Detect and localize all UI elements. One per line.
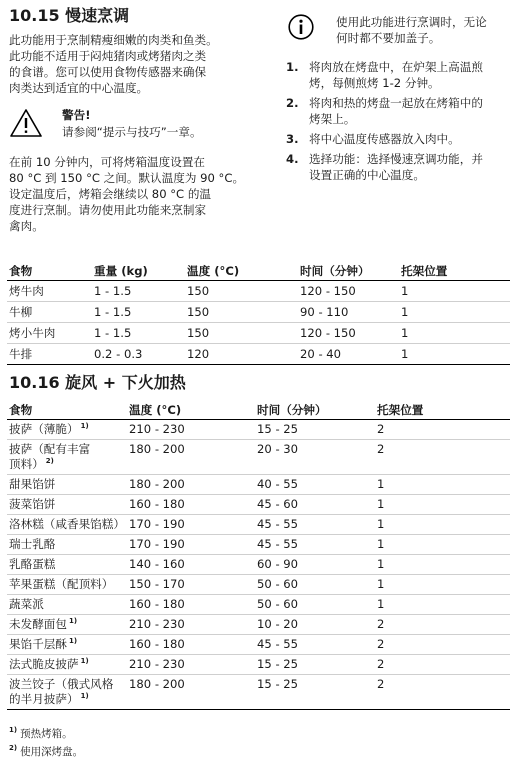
food-cell [7,495,127,515]
temperature-cell: 180 - 200 [127,440,255,475]
temperature-cell: 170 - 190 [127,515,255,535]
column-header-weight: 重量 (kg) [92,261,185,281]
section-title-fan-bottom-heat: 10.16 旋风 + 下火加热 [9,373,186,392]
time-cell: 15 - 25 [255,675,375,710]
step-text: 将肉放在烤盘中，在炉架上高温煎 烤，每侧煎烤 1-2 分钟。 [309,60,483,90]
food-cell [7,535,127,555]
time-cell: 45 - 55 [255,535,375,555]
shelf-level-cell: 1 [375,555,510,575]
shelf-level-cell: 1 [375,595,510,615]
time-cell: 50 - 60 [255,595,375,615]
footnote-reference: 1) [80,692,89,700]
info-icon [288,14,314,40]
food-name: 波兰饺子（俄式风格 的半月披萨） [9,677,114,706]
food-cell [7,475,127,495]
step-4 [286,151,516,183]
temperature-cell: 210 - 230 [127,655,255,675]
temperature-note: 在前 10 分钟内，可将烤箱温度设置在 80 °C 到 150 °C 之间。默认温度为 90 °C。 设定温度后，烤箱会继续以 80 °C 的温 度进行烹制。请勿使用此功能来烹制家 禽肉。 [9,155,245,233]
food-name: 甜果馅饼 [9,477,56,491]
temperature-cell: 210 - 230 [127,615,255,635]
column-header-time: 时间（分钟） [255,400,375,420]
step-text: 将肉和热的烤盘一起放在烤箱中的 烤架上。 [309,96,483,126]
table-row [7,595,510,615]
time-cell: 20 - 30 [255,440,375,475]
table-header-row [7,261,510,281]
time-cell: 120 - 150 [298,323,399,344]
footnote-reference: 1) [68,637,78,645]
food-cell [7,440,127,475]
time-cell: 120 - 150 [298,281,399,302]
time-cell: 60 - 90 [255,555,375,575]
temperature-cell: 150 [185,281,298,302]
food-cell: 烤小牛肉 [7,323,92,344]
time-cell: 15 - 25 [255,655,375,675]
food-name: 未发酵面包 [9,617,67,631]
footnote-reference: 1) [80,657,89,665]
column-header-shelf-level: 托架位置 [399,261,510,281]
food-cell [7,555,127,575]
weight-cell: 1 - 1.5 [92,323,185,344]
column-header-temperature: 温度 (°C) [127,400,255,420]
shelf-level-cell: 1 [375,475,510,495]
footnote-reference: 1) [80,422,89,430]
time-cell: 45 - 55 [255,515,375,535]
table-row [7,323,510,344]
food-name: 披萨（薄脆） [9,422,79,436]
temperature-cell: 160 - 180 [127,635,255,655]
shelf-level-cell: 1 [375,495,510,515]
food-name: 瑞士乳酪 [9,537,56,551]
table-row [7,344,510,365]
weight-cell: 0.2 - 0.3 [92,344,185,365]
food-cell: 牛柳 [7,302,92,323]
time-cell: 50 - 60 [255,575,375,595]
table-row [7,515,510,535]
footnote-reference: 2) [45,457,54,465]
food-cell [7,675,127,710]
time-cell: 15 - 25 [255,420,375,440]
footnote-mark: 1) [9,726,18,734]
food-cell [7,575,127,595]
temperature-cell: 210 - 230 [127,420,255,440]
weight-cell: 1 - 1.5 [92,281,185,302]
weight-cell: 1 - 1.5 [92,302,185,323]
step-1 [286,59,516,91]
shelf-level-cell: 1 [399,323,510,344]
footnote-mark: 2) [9,744,18,752]
time-cell: 40 - 55 [255,475,375,495]
table-row [7,495,510,515]
shelf-level-cell: 1 [375,515,510,535]
shelf-level-cell: 1 [399,281,510,302]
food-name: 法式脆皮披萨 [9,657,79,671]
warning-title: 警告! [62,108,91,122]
slow-cooking-table [7,261,510,365]
column-header-food: 食物 [7,261,92,281]
food-name: 蔬菜派 [9,597,44,611]
time-cell: 90 - 110 [298,302,399,323]
time-cell: 20 - 40 [298,344,399,365]
column-header-food: 食物 [7,400,127,420]
warning-icon [9,108,43,138]
temperature-cell: 150 [185,323,298,344]
info-note: 使用此功能进行烹调时，无论 何时都不要加盖子。 [336,15,487,45]
table-row [7,615,510,635]
table-row [7,575,510,595]
temperature-cell: 180 - 200 [127,475,255,495]
step-number: 3. [286,132,299,146]
food-cell: 牛排 [7,344,92,365]
shelf-level-cell: 2 [375,675,510,710]
shelf-level-cell: 2 [375,440,510,475]
step-number: 1. [286,60,299,74]
footnote-1 [9,727,73,741]
column-header-shelf-level: 托架位置 [375,400,510,420]
food-name: 洛林糕（咸香果馅糕） [9,517,125,531]
footnote-reference: 1) [68,617,78,625]
time-cell: 45 - 60 [255,495,375,515]
temperature-cell: 180 - 200 [127,675,255,710]
table-row [7,635,510,655]
footnote-text: 预热烤箱。 [20,728,73,740]
time-cell: 45 - 55 [255,635,375,655]
food-name: 菠菜馅饼 [9,497,56,511]
temperature-cell: 120 [185,344,298,365]
column-header-temperature: 温度 (°C) [185,261,298,281]
food-cell [7,515,127,535]
food-cell [7,420,127,440]
table-header-row [7,400,510,420]
step-number: 2. [286,96,299,110]
fan-bottom-heat-table [7,400,510,710]
table-row [7,281,510,302]
table-row [7,675,510,710]
table-row [7,420,510,440]
column-header-time: 时间（分钟） [298,261,399,281]
table-row [7,302,510,323]
shelf-level-cell: 1 [399,344,510,365]
step-text: 选择功能：选择慢速烹调功能，并 设置正确的中心温度。 [309,152,483,182]
temperature-cell: 150 - 170 [127,575,255,595]
step-2 [286,95,516,127]
food-name: 果馅千层酥 [9,637,67,651]
shelf-level-cell: 2 [375,655,510,675]
footnote-text: 使用深烤盘。 [20,746,84,758]
step-text: 将中心温度传感器放入肉中。 [309,132,460,146]
footnote-2 [9,745,83,759]
time-cell: 10 - 20 [255,615,375,635]
table-row [7,475,510,495]
shelf-level-cell: 2 [375,615,510,635]
shelf-level-cell: 2 [375,635,510,655]
temperature-cell: 160 - 180 [127,495,255,515]
step-3 [286,131,516,147]
food-name: 苹果蛋糕（配顶料） [9,577,114,591]
temperature-cell: 160 - 180 [127,595,255,615]
temperature-cell: 150 [185,302,298,323]
step-number: 4. [286,152,299,166]
food-name: 披萨（配有丰富 顶料） [9,442,91,471]
temperature-cell: 170 - 190 [127,535,255,555]
food-cell: 烤牛肉 [7,281,92,302]
table-row [7,440,510,475]
warning-text: 请参阅“提示与技巧”一章。 [62,125,202,139]
food-cell [7,655,127,675]
shelf-level-cell: 1 [375,535,510,555]
section-title-slow-cooking: 10.15 慢速烹调 [9,6,130,25]
food-cell [7,615,127,635]
slow-cooking-intro: 此功能用于烹制精瘦细嫩的肉类和鱼类。 此功能不适用于闷炖猪肉或烤猪肉之类 的食谱。您可以使用食物传感器来确保 肉类达到适宜的中心温度。 [9,33,218,95]
shelf-level-cell: 1 [399,302,510,323]
table-row [7,535,510,555]
food-cell [7,595,127,615]
food-cell [7,635,127,655]
table-row [7,555,510,575]
shelf-level-cell: 1 [375,575,510,595]
table-row [7,655,510,675]
temperature-cell: 140 - 160 [127,555,255,575]
steps-list [286,59,516,187]
shelf-level-cell: 2 [375,420,510,440]
food-name: 乳酪蛋糕 [9,557,56,571]
